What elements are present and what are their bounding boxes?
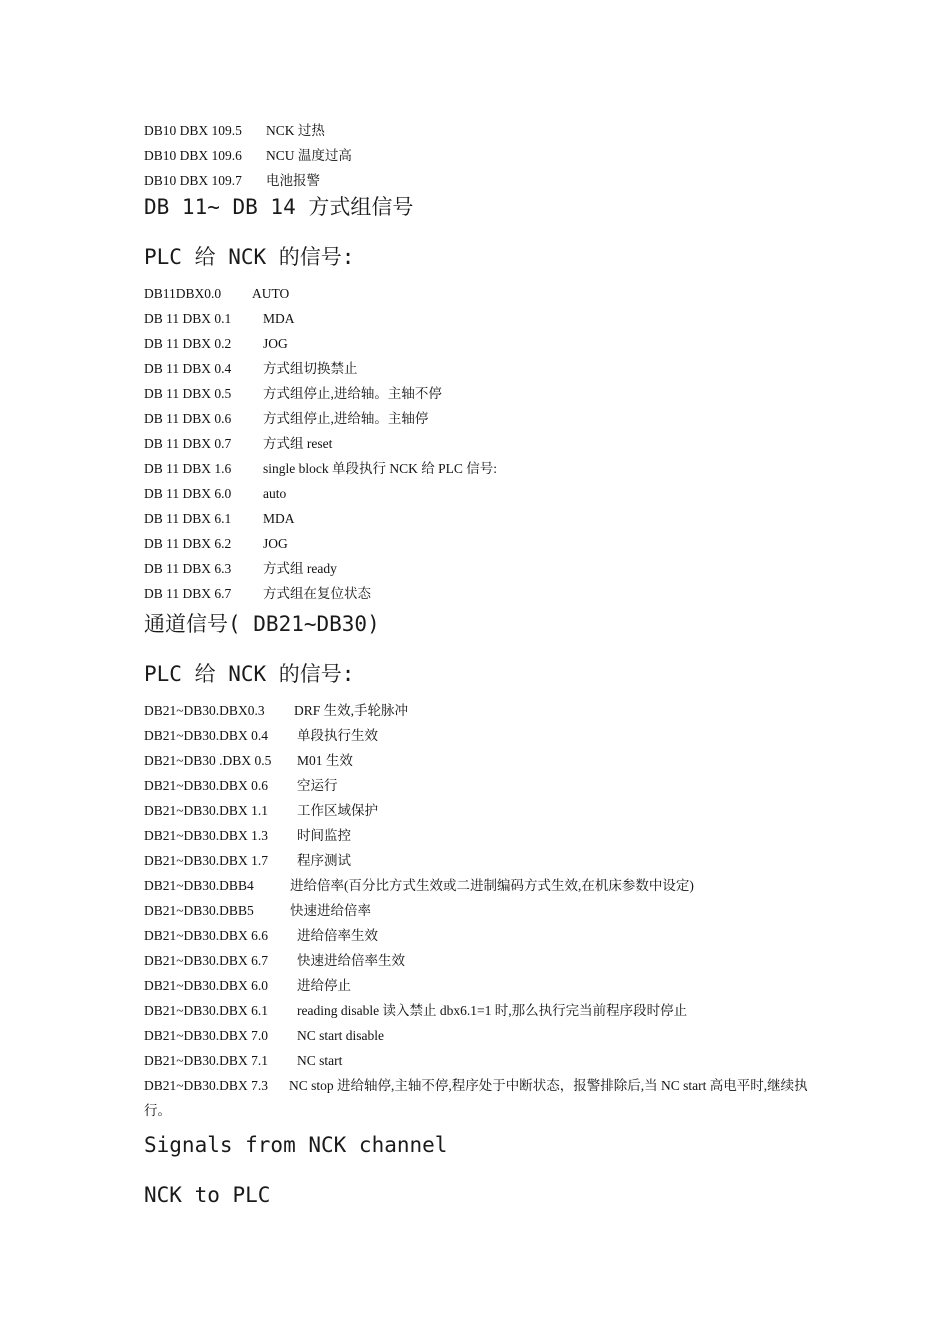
signal-row (144, 306, 824, 331)
signal-desc: auto (263, 486, 287, 501)
signal-code: DB 11 DBX 0.4 (144, 361, 232, 376)
signal-desc: NC start disable (297, 1028, 384, 1043)
signal-row (144, 923, 824, 948)
signal-desc: 进给倍率(百分比方式生效或二进制编码方式生效,在机床参数中设定) (290, 878, 694, 893)
signal-desc: 进给停止 (297, 978, 351, 993)
heading-signals-from-nck: Signals from NCK channel (144, 1133, 448, 1157)
signal-desc: 快速进给倍率 (290, 903, 371, 918)
signal-row (144, 168, 824, 193)
signal-desc: 时间监控 (297, 828, 351, 843)
signal-code: DB 11 DBX 0.5 (144, 386, 232, 401)
nck-alarm-signal-list (144, 118, 824, 193)
signal-code: DB21~DB30.DBB4 (144, 878, 254, 893)
signal-row (144, 823, 824, 848)
signal-desc: AUTO (252, 286, 290, 301)
signal-code: DB 11 DBX 6.7 (144, 586, 232, 601)
signal-code: DB 11 DBX 6.3 (144, 561, 232, 576)
signal-row (144, 698, 824, 723)
signal-row (144, 748, 824, 773)
signal-code: DB21~DB30.DBX 6.7 (144, 953, 268, 968)
signal-desc: 方式组停止,进给轴。主轴停 (263, 411, 429, 426)
signal-code: DB11DBX0.0 (144, 286, 222, 301)
signal-row (144, 506, 824, 531)
signal-desc: reading disable 读入禁止 dbx6.1=1 时,那么执行完当前程序段时停止 (297, 1003, 688, 1018)
signal-code: DB 11 DBX 6.1 (144, 511, 232, 526)
signal-row (144, 118, 824, 143)
signal-row (144, 948, 824, 973)
signal-code: DB10 DBX 109.5 (144, 123, 242, 138)
signal-desc: 方式组 reset (263, 436, 333, 451)
signal-desc: 方式组 ready (263, 561, 337, 576)
signal-code: DB21~DB30.DBX 6.6 (144, 928, 268, 943)
signal-row (144, 581, 824, 606)
signal-desc: 单段执行生效 (297, 728, 378, 743)
heading-channel-signals: 通道信号( DB21~DB30) (144, 612, 380, 636)
signal-desc: NC stop 进给轴停,主轴不停,程序处于中断状态，报警排除后,当 NC start 高电平时,继续执行。 (144, 1078, 808, 1118)
signal-row (144, 898, 824, 923)
signal-row (144, 431, 824, 456)
signal-row-nc-stop (144, 1073, 824, 1123)
signal-code: DB21~DB30.DBX 1.1 (144, 803, 268, 818)
heading-mode-group (144, 195, 824, 219)
signal-code: DB21~DB30 .DBX 0.5 (144, 753, 272, 768)
signal-row (144, 998, 824, 1023)
signal-code: DB21~DB30.DBX 7.1 (144, 1053, 268, 1068)
signal-row (144, 1048, 824, 1073)
signal-code: DB21~DB30.DBB5 (144, 903, 254, 918)
signal-desc: JOG (263, 536, 288, 551)
signal-code: DB 11 DBX 6.2 (144, 536, 232, 551)
signal-desc: DRF 生效,手轮脉冲 (294, 703, 409, 718)
signal-row (144, 531, 824, 556)
signal-row (144, 556, 824, 581)
signal-row (144, 773, 824, 798)
document-page (144, 118, 824, 1207)
signal-desc: 方式组在复位状态 (263, 586, 371, 601)
signal-code: DB21~DB30.DBX 0.6 (144, 778, 268, 793)
signal-code: DB 11 DBX 0.6 (144, 411, 232, 426)
signal-row (144, 481, 824, 506)
signal-code: DB 11 DBX 0.1 (144, 311, 232, 326)
signal-desc: 程序测试 (297, 853, 351, 868)
signal-desc: NC start (297, 1053, 343, 1068)
signal-desc: 进给倍率生效 (297, 928, 378, 943)
signal-desc: MDA (263, 511, 295, 526)
signal-code: DB21~DB30.DBX 7.3 (144, 1078, 268, 1093)
signal-desc: 空运行 (297, 778, 338, 793)
signal-desc: M01 生效 (297, 753, 353, 768)
signal-code: DB21~DB30.DBX 1.3 (144, 828, 268, 843)
signal-row (144, 798, 824, 823)
signal-code: DB10 DBX 109.7 (144, 173, 242, 188)
signal-code: DB21~DB30.DBX 0.4 (144, 728, 268, 743)
signal-code: DB21~DB30.DBX 1.7 (144, 853, 268, 868)
signal-code: DB21~DB30.DBX 7.0 (144, 1028, 268, 1043)
signal-code: DB 11 DBX 1.6 (144, 461, 232, 476)
signal-row (144, 331, 824, 356)
signal-desc: 快速进给倍率生效 (297, 953, 405, 968)
signal-row (144, 723, 824, 748)
signal-desc: JOG (263, 336, 288, 351)
signal-code: DB 11 DBX 0.7 (144, 436, 232, 451)
heading-plc-to-nck-2: PLC 给 NCK 的信号: (144, 662, 355, 686)
heading-plc-to-nck-1: PLC 给 NCK 的信号: (144, 245, 355, 269)
signal-code: DB21~DB30.DBX 6.0 (144, 978, 268, 993)
signal-code: DB21~DB30.DBX0.3 (144, 703, 265, 718)
signal-code: DB 11 DBX 6.0 (144, 486, 232, 501)
signal-row (144, 406, 824, 431)
signal-row (144, 848, 824, 873)
signal-desc: 方式组停止,进给轴。主轴不停 (263, 386, 442, 401)
signal-desc: MDA (263, 311, 295, 326)
signal-row (144, 356, 824, 381)
signal-code: DB 11 DBX 0.2 (144, 336, 232, 351)
signal-row (144, 281, 824, 306)
signal-desc: 工作区域保护 (297, 803, 378, 818)
signal-desc: 电池报警 (266, 173, 320, 188)
signal-row (144, 973, 824, 998)
signal-row (144, 1023, 824, 1048)
signal-code: DB10 DBX 109.6 (144, 148, 242, 163)
mode-group-signal-list (144, 281, 824, 606)
signal-row (144, 873, 824, 898)
signal-desc: NCK 过热 (266, 123, 325, 138)
signal-row (144, 143, 824, 168)
signal-desc: 方式组切换禁止 (263, 361, 358, 376)
heading-mode-group-text: DB 11~ DB 14 方式组信号 (144, 195, 414, 219)
signal-row (144, 456, 824, 481)
signal-code: DB21~DB30.DBX 6.1 (144, 1003, 268, 1018)
signal-desc: single block 单段执行 NCK 给 PLC 信号: (263, 461, 498, 476)
channel-signal-list (144, 698, 824, 1073)
signal-desc: NCU 温度过高 (266, 148, 352, 163)
signal-row (144, 381, 824, 406)
heading-nck-to-plc: NCK to PLC (144, 1183, 271, 1207)
